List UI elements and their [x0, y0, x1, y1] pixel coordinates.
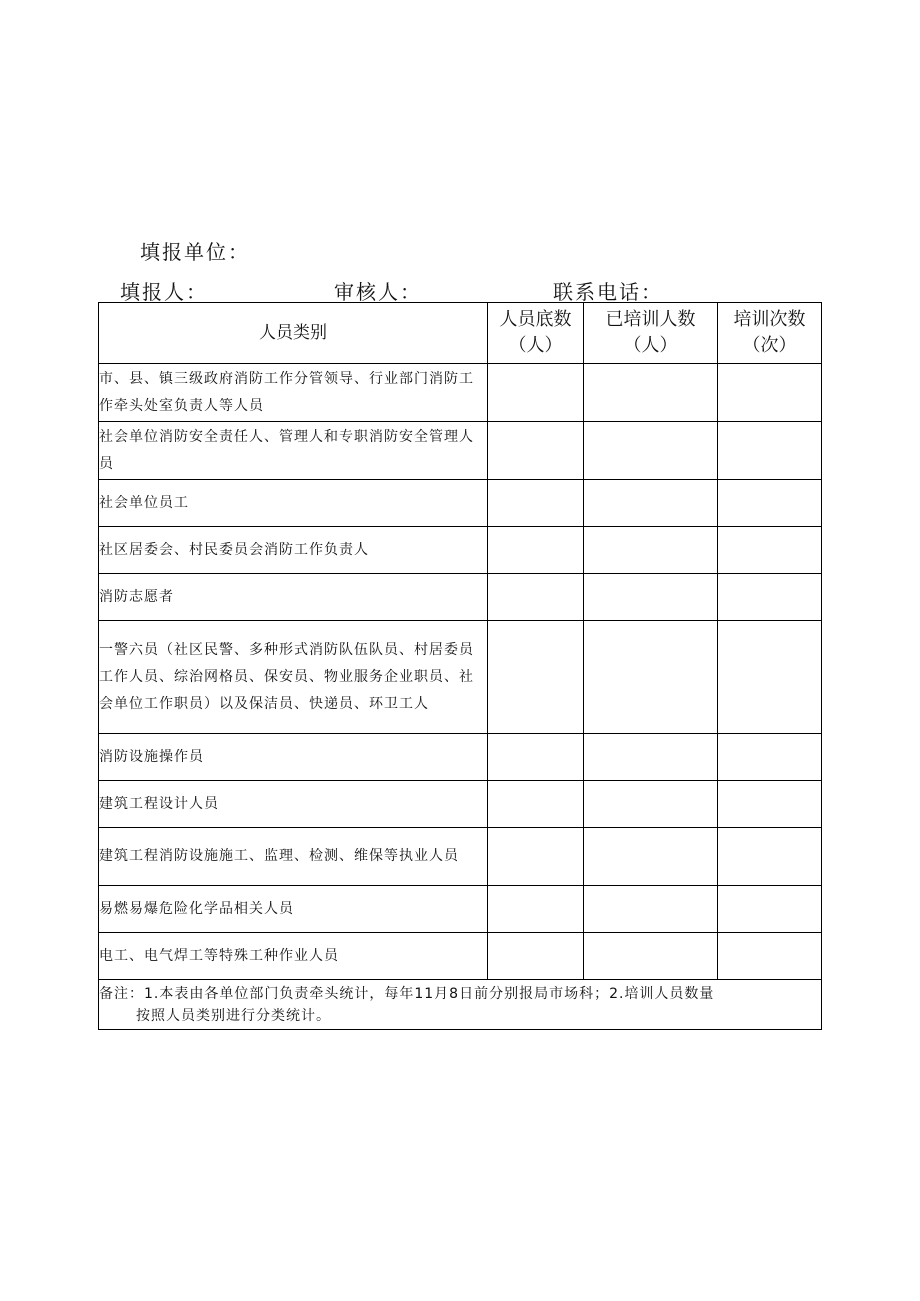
table-row — [99, 933, 822, 980]
contact-phone-label: 联系电话： — [553, 280, 663, 304]
headcount-cell[interactable] — [488, 933, 584, 980]
category-cell: 建筑工程消防设施施工、监理、检测、维保等执业人员 — [99, 828, 488, 886]
column-header-trained: 已培训人数 （人） — [584, 303, 718, 364]
trained-cell[interactable] — [584, 621, 718, 734]
table-row — [99, 781, 822, 828]
sessions-cell[interactable] — [718, 734, 822, 781]
table-row — [99, 886, 822, 933]
sessions-cell[interactable] — [718, 828, 822, 886]
headcount-cell[interactable] — [488, 574, 584, 621]
sessions-cell[interactable] — [718, 364, 822, 422]
headcount-cell[interactable] — [488, 781, 584, 828]
sessions-cell[interactable] — [718, 621, 822, 734]
trained-cell[interactable] — [584, 933, 718, 980]
trained-cell[interactable] — [584, 480, 718, 527]
table-row — [99, 828, 822, 886]
table-row — [99, 364, 822, 422]
category-cell: 社区居委会、村民委员会消防工作负责人 — [99, 527, 488, 574]
trained-cell[interactable] — [584, 886, 718, 933]
column-header-headcount: 人员底数 （人） — [488, 303, 584, 364]
remarks-line-2: 按照人员类别进行分类统计。 — [136, 1007, 331, 1024]
category-cell: 易燃易爆危险化学品相关人员 — [99, 886, 488, 933]
column-header-category: 人员类别 — [99, 303, 488, 364]
filler-label: 填报人： — [120, 280, 208, 304]
trained-cell[interactable] — [584, 828, 718, 886]
trained-cell[interactable] — [584, 527, 718, 574]
category-cell: 社会单位消防安全责任人、管理人和专职消防安全管理人员 — [99, 422, 488, 480]
sessions-cell[interactable] — [718, 480, 822, 527]
headcount-cell[interactable] — [488, 480, 584, 527]
table-header-row — [99, 303, 822, 364]
trained-cell[interactable] — [584, 364, 718, 422]
trained-cell[interactable] — [584, 781, 718, 828]
note-row — [99, 980, 822, 1030]
reviewer-label: 审核人： — [334, 280, 422, 304]
remarks-cell — [99, 980, 822, 1030]
training-statistics-table — [98, 302, 822, 1030]
remarks-line-1: 备注：1.本表由各单位部门负责牵头统计，每年11月8日前分别报局市场科；2.培训人员数量 — [99, 985, 715, 1002]
headcount-cell[interactable] — [488, 734, 584, 781]
table-row — [99, 734, 822, 781]
headcount-cell[interactable] — [488, 621, 584, 734]
category-cell: 消防设施操作员 — [99, 734, 488, 781]
trained-cell[interactable] — [584, 422, 718, 480]
table-row — [99, 422, 822, 480]
headcount-cell[interactable] — [488, 886, 584, 933]
table-row — [99, 621, 822, 734]
sessions-cell[interactable] — [718, 886, 822, 933]
sessions-cell[interactable] — [718, 933, 822, 980]
trained-cell[interactable] — [584, 574, 718, 621]
headcount-cell[interactable] — [488, 527, 584, 574]
headcount-cell[interactable] — [488, 364, 584, 422]
category-cell: 市、县、镇三级政府消防工作分管领导、行业部门消防工作牵头处室负责人等人员 — [99, 364, 488, 422]
sessions-cell[interactable] — [718, 781, 822, 828]
category-cell: 消防志愿者 — [99, 574, 488, 621]
sessions-cell[interactable] — [718, 574, 822, 621]
category-cell: 电工、电气焊工等特殊工种作业人员 — [99, 933, 488, 980]
category-cell: 一警六员（社区民警、多种形式消防队伍队员、村居委员工作人员、综治网格员、保安员、物业服务企业职员、社会单位工作职员）以及保洁员、快递员、环卫工人 — [99, 621, 488, 734]
table-row — [99, 527, 822, 574]
category-cell: 社会单位员工 — [99, 480, 488, 527]
sessions-cell[interactable] — [718, 422, 822, 480]
table-row — [99, 480, 822, 527]
table-row — [99, 574, 822, 621]
headcount-cell[interactable] — [488, 828, 584, 886]
column-header-sessions: 培训次数 （次） — [718, 303, 822, 364]
trained-cell[interactable] — [584, 734, 718, 781]
sessions-cell[interactable] — [718, 527, 822, 574]
headcount-cell[interactable] — [488, 422, 584, 480]
reporting-unit-label: 填报单位： — [140, 240, 250, 264]
category-cell: 建筑工程设计人员 — [99, 781, 488, 828]
